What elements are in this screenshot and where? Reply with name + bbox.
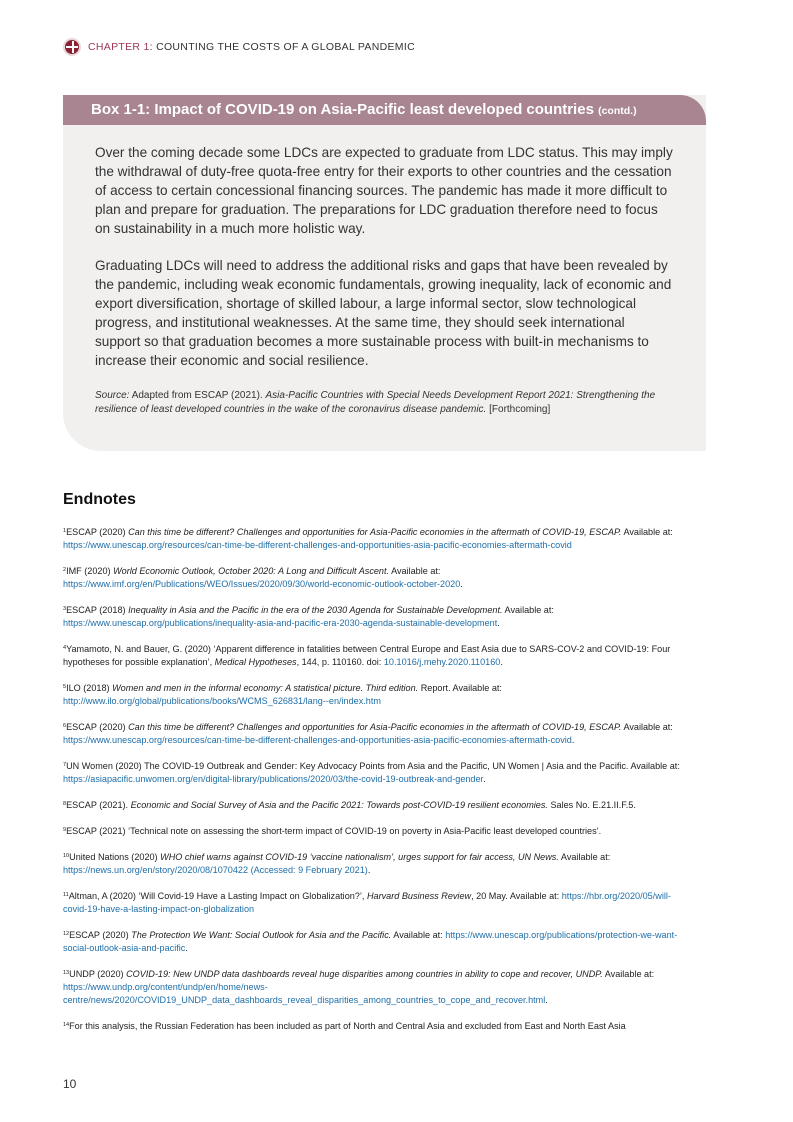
endnote-title: The Protection We Want: Social Outlook for Asia and the Pacific. — [131, 930, 392, 940]
endnote-text: Available at: — [502, 605, 554, 615]
endnote-title: Can this time be different? Challenges and opportunities for Asia-Pacific economies in the aftermath of COVID-19, ESCAP. — [128, 527, 622, 537]
endnote-title: WHO chief warns against COVID-19 ‘vaccine nationalism’, urges support for fair access, UN News. — [160, 852, 559, 862]
endnote-text: ESCAP (2020) — [69, 930, 132, 940]
endnote-text: ESCAP (2020) — [66, 722, 129, 732]
box-paragraph: Graduating LDCs will need to address the additional risks and gaps that have been revealed by the pandemic, including weak economic fundamentals, growing inequality, lack of economic and export diversification, shortage of skilled labour, a large informal sector, slow technological progress, and institutional weaknesses. At the same time, they should seek international support so that graduation becomes a more sustainable process with built-in mechanisms to increase their economic and social resilience. — [95, 258, 672, 368]
endnote-text: Altman, A (2020) ‘Will Covid-19 Have a Lasting Impact on Globalization?’, — [68, 891, 367, 901]
endnote-number: 11 — [63, 892, 69, 898]
endnote-number: 4 — [63, 645, 67, 651]
endnote-number: 10 — [63, 853, 70, 859]
source-label: Source: — [95, 390, 130, 401]
endnote-title: Women and men in the informal economy: A statistical picture. Third edition. — [112, 683, 419, 693]
endnote-item — [63, 525, 693, 552]
endnote-text: For this analysis, the Russian Federation has been included as part of North and Central Asia and excluded from East and North East Asia — [69, 1021, 626, 1031]
endnote-number: 13 — [63, 970, 70, 976]
running-header — [63, 37, 415, 57]
endnote-text: ILO (2018) — [66, 683, 113, 693]
endnote-text: Report. Available at: — [418, 683, 502, 693]
endnote-title: COVID-19: New UNDP data dashboards reveal huge disparities among countries in ability to cope and recover, UNDP. — [126, 969, 603, 979]
endnote-number: 8 — [63, 801, 67, 807]
endnote-item — [63, 720, 693, 747]
endnote-text: Sales No. E.21.II.F.5. — [547, 800, 636, 810]
endnote-text: . — [545, 995, 548, 1005]
endnote-link[interactable]: https://www.unescap.org/publications/protection-we-want-social-outlook-asia-and-pacific — [63, 930, 678, 953]
chapter-title: : COUNTING THE COSTS OF A GLOBAL PANDEMIC — [149, 41, 415, 53]
endnote-link[interactable]: https://www.imf.org/en/Publications/WEO/Issues/2020/09/30/world-economic-outlook-october-2020 — [63, 579, 461, 589]
endnote-item — [63, 967, 693, 1007]
endnote-link[interactable]: https://hbr.org/2020/05/will-covid-19-have-a-lasting-impact-on-globalization — [63, 891, 671, 914]
endnote-text: Available at: — [621, 722, 673, 732]
info-box — [63, 95, 706, 451]
endnote-text: Available at: — [391, 930, 446, 940]
endnote-number: 2 — [63, 567, 67, 573]
endnote-text: Available at: — [621, 527, 673, 537]
endnote-item — [63, 603, 693, 630]
endnote-link[interactable]: https://news.un.org/en/story/2020/08/1070422 (Accessed: 9 February 2021) — [63, 865, 368, 875]
source-title: Asia-Pacific Countries with Special Needs Development Report 2021: Strengthening the resilience of least developed countries in the wake of the coronavirus disease pandemic. — [95, 390, 656, 415]
endnote-link[interactable]: https://www.unescap.org/resources/can-time-be-different-challenges-and-opportunities-asia-pacific-economies-aftermath-covid — [63, 735, 572, 745]
endnote-title: Medical Hypotheses — [214, 657, 297, 667]
endnote-item — [63, 681, 693, 708]
chapter-label: CHAPTER 1 — [88, 41, 150, 53]
endnote-text: ESCAP (2021). — [66, 800, 131, 810]
endnote-item — [63, 889, 693, 916]
box-title-bar — [63, 95, 706, 125]
box-body — [95, 143, 673, 388]
endnote-number: 3 — [63, 606, 67, 612]
endnote-text: IMF (2020) — [66, 566, 114, 576]
endnote-link[interactable]: https://asiapacific.unwomen.org/en/digital-library/publications/2020/03/the-covid-19-outbreak-and-gender — [63, 774, 484, 784]
endnote-title: Economic and Social Survey of Asia and the Pacific 2021: Towards post-COVID-19 resilient economies. — [130, 800, 548, 810]
endnote-item — [63, 759, 693, 786]
box-paragraph: Over the coming decade some LDCs are expected to graduate from LDC status. This may imply the withdrawal of duty-free quota-free entry for their exports to other countries and the cessation of access to certain concessional financing sources. The pandemic has made it more difficult to plan and prepare for graduation. The preparations for LDC graduation therefore need to focus on sustainability in a much more holistic way. — [95, 145, 673, 236]
page-number: 10 — [63, 1077, 77, 1091]
box-source — [95, 389, 675, 417]
endnote-text: . — [497, 618, 500, 628]
endnote-title: Can this time be different? Challenges and opportunities for Asia-Pacific economies in the aftermath of COVID-19, ESCAP. — [128, 722, 622, 732]
source-tail: [Forthcoming] — [486, 404, 551, 415]
endnote-item — [63, 642, 693, 669]
endnote-link[interactable]: https://www.unescap.org/publications/inequality-asia-and-pacific-era-2030-agenda-sustainable-development — [63, 618, 498, 628]
endnote-text: Available at: — [558, 852, 611, 862]
endnote-link[interactable]: https://www.undp.org/content/undp/en/home/news-centre/news/2020/COVID19_UNDP_data_dashboards_reveal_disparities_among_countries_to_cope_and_recover.html — [63, 982, 546, 1005]
endnote-text: UNDP (2020) — [69, 969, 127, 979]
endnote-link[interactable]: 10.1016/j.mehy.2020.110160 — [383, 657, 501, 667]
endnote-text: . — [483, 774, 486, 784]
endnote-text: Yamamoto, N. and Bauer, G. (2020) ‘Apparent difference in fatalities between Central Europe and East Asia due to SARS-COV-2 and COVID-19: Four hypotheses for possible explanation’, — [63, 644, 671, 667]
endnote-item — [63, 850, 693, 877]
endnote-text: United Nations (2020) — [69, 852, 161, 862]
endnote-number: 9 — [63, 827, 67, 833]
endnote-text: Available at: — [602, 969, 655, 979]
endnote-item — [63, 824, 693, 838]
endnote-text: ESCAP (2018) — [66, 605, 129, 615]
endnote-text: UN Women (2020) The COVID-19 Outbreak and Gender: Key Advocacy Points from Asia and the Pacific, UN Women | Asia and the Pacific. Available at: — [66, 761, 680, 771]
endnote-item — [63, 928, 693, 955]
endnote-link[interactable]: http://www.ilo.org/global/publications/books/WCMS_626831/lang--en/index.htm — [63, 696, 381, 706]
endnote-number: 12 — [63, 931, 70, 937]
endnote-item — [63, 1019, 693, 1033]
endnotes-list — [63, 525, 693, 1045]
endnote-text: . — [500, 657, 503, 667]
endnote-text: , 144, p. 110160. doi: — [296, 657, 384, 667]
endnote-link[interactable]: https://www.unescap.org/resources/can-time-be-different-challenges-and-opportunities-asia-pacific-economies-aftermath-covid — [63, 540, 572, 550]
endnote-text: , 20 May. Available at: — [471, 891, 562, 901]
endnote-text: . — [185, 943, 188, 953]
endnote-text: ESCAP (2020) — [66, 527, 129, 537]
endnotes-heading: Endnotes — [63, 491, 136, 508]
endnote-text: . — [367, 865, 371, 875]
box-title: Box 1-1: Impact of COVID-19 on Asia-Pacific least developed countries — [91, 101, 594, 118]
chapter-logo-icon — [63, 38, 81, 56]
endnote-item — [63, 564, 693, 591]
endnote-title: Inequality in Asia and the Pacific in the era of the 2030 Agenda for Sustainable Development. — [128, 605, 503, 615]
endnote-text: Available at: — [389, 566, 441, 576]
endnote-title: World Economic Outlook, October 2020: A Long and Difficult Ascent. — [113, 566, 390, 576]
chapter-heading — [88, 41, 415, 53]
endnote-number: 6 — [63, 723, 67, 729]
endnote-text: . — [460, 579, 463, 589]
endnote-text: ESCAP (2021) ‘Technical note on assessing the short-term impact of COVID-19 on poverty in Asia-Pacific least developed countries’. — [66, 826, 602, 836]
endnote-number: 5 — [63, 684, 67, 690]
box-title-suffix: (contd.) — [598, 105, 637, 117]
endnote-text: . — [571, 735, 575, 745]
endnote-number: 1 — [63, 528, 67, 534]
source-text: Adapted from ESCAP (2021). — [129, 390, 266, 401]
endnote-number: 14 — [63, 1022, 70, 1028]
endnote-number: 7 — [63, 762, 67, 768]
endnote-title: Harvard Business Review — [366, 891, 472, 901]
endnote-item — [63, 798, 693, 812]
